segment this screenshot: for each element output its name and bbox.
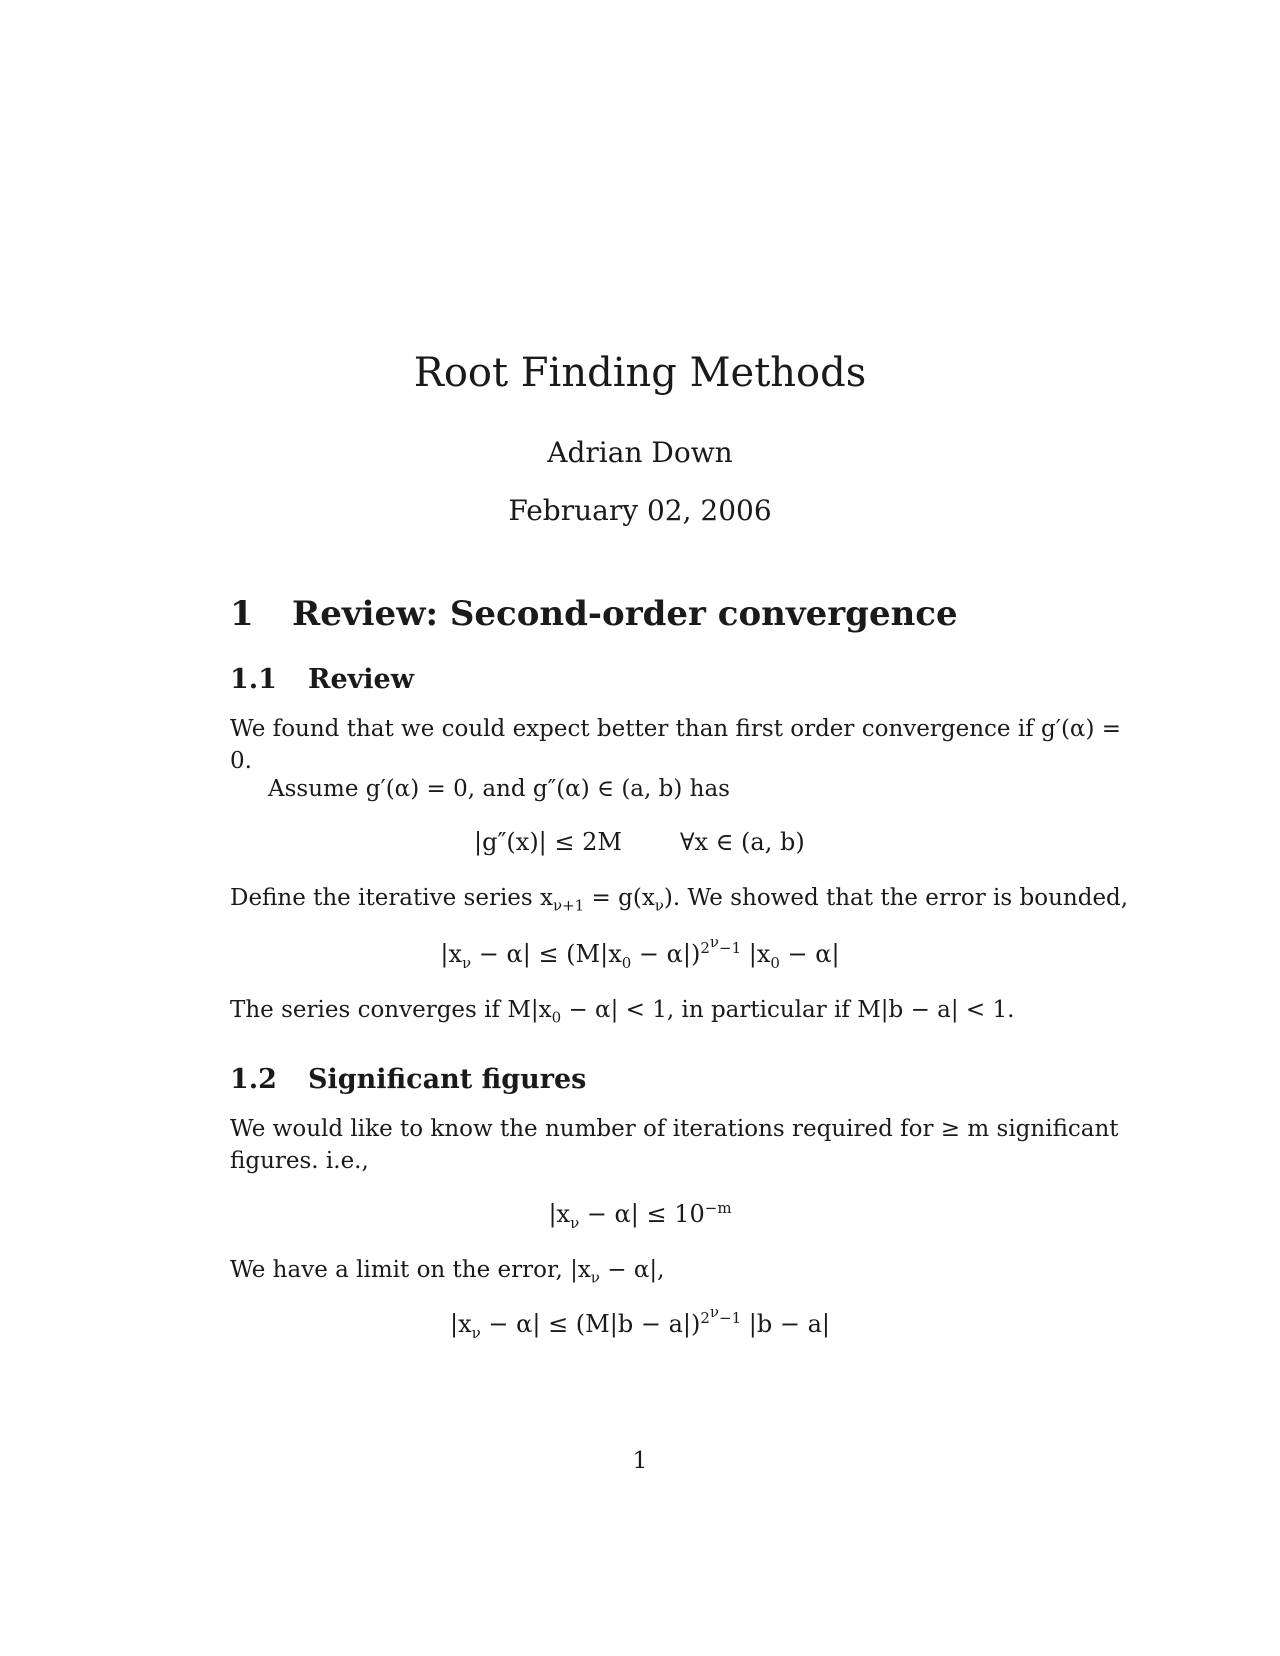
page-number: 1 [632, 1448, 648, 1474]
paragraph-5-line-1 [230, 1114, 1119, 1144]
section-1-title: Review: Second-order convergence [292, 594, 958, 634]
section-1-heading [230, 594, 958, 634]
equation-2-text: $|x_\nu - \alpha| \le (M|x_0 - \alpha|)^{2^\nu-1}$ $|x_0 - \alpha|$ [440, 933, 840, 972]
section-1-number: 1 [230, 594, 254, 634]
paragraph-4 [230, 995, 1014, 1025]
author-name: Adrian Down [547, 436, 733, 469]
subsection-1-2-title: Significant figures [308, 1064, 587, 1095]
paragraph-5-line-2: figures. i.e., [230, 1148, 369, 1174]
subsection-1-1-heading [230, 664, 414, 695]
subsection-1-1-title: Review [308, 664, 414, 695]
publication-date: February 02, 2006 [508, 494, 772, 527]
subsection-1-2-number: 1.2 [230, 1064, 277, 1095]
equation-1-left [474, 828, 622, 856]
equation-2 [0, 933, 1280, 972]
equation-3-text: $|x_\nu - \alpha| \le 10^{-m}$ [548, 1199, 732, 1232]
subsection-1-1-number: 1.1 [230, 664, 277, 695]
equation-4 [0, 1303, 1280, 1342]
paragraph-4-text: The series converges if $M|x_0 - \alpha| < 1$, in particular if M|b − a| < 1. [230, 997, 1015, 1027]
paragraph-3 [230, 883, 1128, 913]
equation-4-text: $|x_\nu - \alpha| \le (M|b - a|)^{2^\nu-1}$ |b − a| [450, 1303, 830, 1342]
paragraph-6 [230, 1255, 664, 1285]
equation-1-right [680, 828, 805, 856]
equation-1-left-text: |g″(x)| ≤ 2M [474, 828, 622, 856]
paragraph-6-text: We have a limit on the error, $|x_\nu - \alpha|$, [230, 1257, 665, 1287]
paragraph-2-text: Assume g′(α) = 0, and g″(α) ∈ (a, b) has [268, 776, 730, 802]
paragraph-1-line-1-text: We found that we could expect better than first order convergence if g′(α) = [230, 716, 1122, 742]
paragraph-2 [268, 774, 730, 804]
paragraph-5-line-1-text: We would like to know the number of iterations required for ≥ m significant [230, 1116, 1119, 1142]
equation-3 [0, 1199, 1280, 1232]
paragraph-1-line-1 [230, 714, 1121, 744]
paper-title: Root Finding Methods [413, 350, 867, 396]
equation-1-right-text: ∀x ∈ (a, b) [680, 828, 805, 856]
paragraph-3-text: Define the iterative series $x_{\nu+1} = g(x_\nu)$. We showed that the error is bounded, [230, 885, 1129, 915]
subsection-1-2-heading [230, 1064, 586, 1095]
paragraph-1-line-2: 0. [230, 748, 252, 774]
